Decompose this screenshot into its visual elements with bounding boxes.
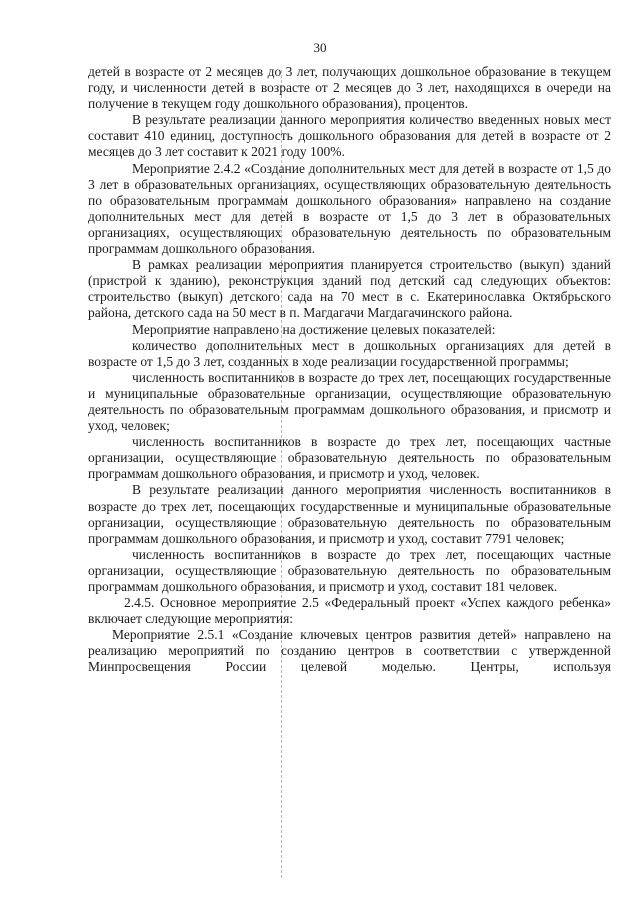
paragraph: численность воспитанников в возрасте до трех лет, посещающих частные организации, осуществляющие образовательную деятельность по образовательным программам дошкольного образования, и присмотр и уход, составит 181 человек. <box>88 546 611 594</box>
paragraph: Мероприятие 2.5.1 «Создание ключевых центров развития детей» направлено на реализацию мероприятий по созданию центров в соответствии с утвержденной Минпросвещения России целевой моделью. Центры, используя <box>88 627 611 675</box>
paragraph: В результате реализации данного мероприятия численность воспитанников в возрасте до трех лет, посещающих государственные и муниципальные образовательные организации, осуществляющие образовательную деятельность по образовательным программам дошкольного образования, и присмотр и уход, составит 7791 человек; <box>88 482 611 546</box>
paragraph: В рамках реализации мероприятия планируется строительство (выкуп) зданий (пристрой к зданию), реконструкция зданий под детский сад следующих объектов: строительство (выкуп) детского сада на 70 мест в с. Екатеринославка Октябрьского района, детского сада на 50 мест в п. Магдагачи Магдагачинского района. <box>88 257 611 321</box>
paragraph: детей в возрасте от 2 месяцев до 3 лет, получающих дошкольное образование в текущем году, и численности детей в возрасте от 2 месяцев до 3 лет, находящихся в очереди на получение в текущем году дошкольного образования), процентов. <box>88 64 611 112</box>
paragraph: 2.4.5. Основное мероприятие 2.5 «Федеральный проект «Успех каждого ребенка» включает следующие мероприятия: <box>88 595 611 627</box>
paragraph: количество дополнительных мест в дошкольных организациях для детей в возрасте от 1,5 до 3 лет, созданных в ходе реализации государственной программы; <box>88 337 611 369</box>
document-body <box>88 64 611 676</box>
paragraph: численность воспитанников в возрасте до трех лет, посещающих государственные и муниципальные образовательные организации, осуществляющие образовательную деятельность по образовательным программам дошкольного образования, и присмотр и уход, человек; <box>88 369 611 434</box>
paragraph: Мероприятие 2.4.2 «Создание дополнительных мест для детей в возрасте от 1,5 до 3 лет в образовательных организациях, осуществляющих образовательную деятельность по образовательным программам дошкольного образования» направлено на создание дополнительных мест для детей в возрасте от 1,5 до 3 лет в образовательных организациях, осуществляющих образовательную деятельность по образовательным программам дошкольного образования. <box>88 160 611 257</box>
paragraph: численность воспитанников в возрасте до трех лет, посещающих частные организации, осуществляющие образовательную деятельность по образовательным программам дошкольного образования, и присмотр и уход, человек. <box>88 434 611 482</box>
paragraph: Мероприятие направлено на достижение целевых показателей: <box>132 321 496 337</box>
paragraph: В результате реализации данного мероприятия количество введенных новых мест составит 410 единиц, доступность дошкольного образования для детей в возрасте от 2 месяцев до 3 лет составит к 2021 году 100%. <box>88 112 611 160</box>
page-number: 30 <box>313 40 327 55</box>
